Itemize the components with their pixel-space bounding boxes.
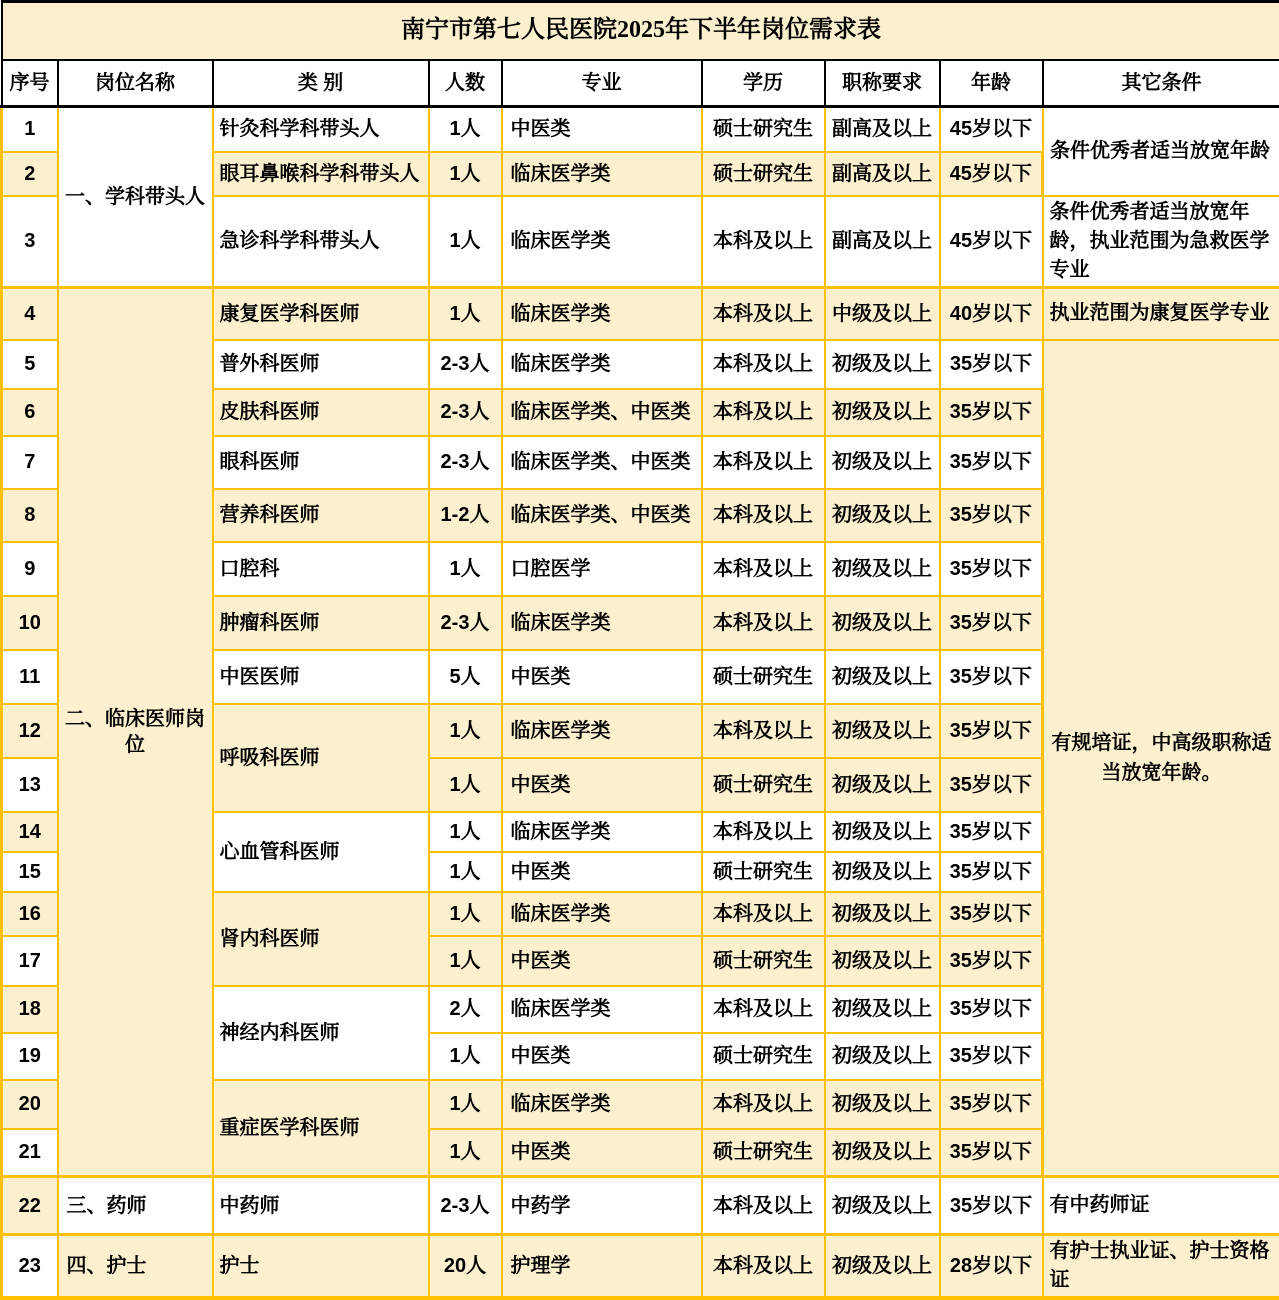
cell-count: 1人 — [429, 892, 502, 936]
cell-education: 硕士研究生 — [702, 852, 825, 892]
cell-major: 护理学 — [502, 1235, 702, 1299]
cell-count: 5人 — [429, 650, 502, 704]
cell-age: 35岁以下 — [940, 650, 1043, 704]
cell-title-req: 初级及以上 — [825, 650, 940, 704]
header-cell-no: 序号 — [2, 60, 58, 107]
table-row — [2, 107, 1279, 152]
cell-age: 35岁以下 — [940, 1129, 1043, 1177]
cell-major: 临床医学类 — [502, 704, 702, 758]
cell-education: 本科及以上 — [702, 892, 825, 936]
cell-other: 条件优秀者适当放宽年龄 — [1043, 107, 1279, 196]
cell-count: 1人 — [429, 704, 502, 758]
cell-count: 1人 — [429, 196, 502, 288]
cell-no: 8 — [2, 489, 58, 542]
cell-no: 12 — [2, 704, 58, 758]
cell-title-req: 初级及以上 — [825, 1129, 940, 1177]
cell-age: 35岁以下 — [940, 436, 1043, 489]
cell-no: 9 — [2, 542, 58, 596]
cell-category: 中药师 — [213, 1177, 429, 1235]
cell-age: 40岁以下 — [940, 288, 1043, 340]
cell-education: 本科及以上 — [702, 196, 825, 288]
header-cell-major: 专业 — [502, 60, 702, 107]
header-cell-category: 类 别 — [213, 60, 429, 107]
cell-education: 本科及以上 — [702, 1080, 825, 1129]
cell-no: 5 — [2, 340, 58, 389]
cell-age: 35岁以下 — [940, 936, 1043, 986]
cell-age: 35岁以下 — [940, 852, 1043, 892]
cell-age: 45岁以下 — [940, 196, 1043, 288]
cell-title-req: 中级及以上 — [825, 288, 940, 340]
cell-other: 有中药师证 — [1043, 1177, 1279, 1235]
cell-no: 13 — [2, 758, 58, 812]
cell-age: 35岁以下 — [940, 596, 1043, 650]
header-cell-age: 年龄 — [940, 60, 1043, 107]
cell-major: 临床医学类 — [502, 986, 702, 1033]
cell-education: 硕士研究生 — [702, 936, 825, 986]
cell-category: 眼耳鼻喉科学科带头人 — [213, 152, 429, 196]
cell-no: 20 — [2, 1080, 58, 1129]
cell-education: 本科及以上 — [702, 389, 825, 436]
cell-age: 35岁以下 — [940, 986, 1043, 1033]
cell-other: 有护士执业证、护士资格证 — [1043, 1235, 1279, 1299]
cell-title-req: 初级及以上 — [825, 704, 940, 758]
cell-education: 本科及以上 — [702, 542, 825, 596]
cell-title-req: 初级及以上 — [825, 758, 940, 812]
cell-count: 1人 — [429, 1080, 502, 1129]
cell-category: 神经内科医师 — [213, 986, 429, 1080]
cell-major: 中医类 — [502, 852, 702, 892]
cell-major: 临床医学类、中医类 — [502, 489, 702, 542]
cell-major: 口腔医学 — [502, 542, 702, 596]
cell-education: 硕士研究生 — [702, 758, 825, 812]
cell-position-group1: 一、学科带头人 — [58, 107, 213, 288]
cell-category: 营养科医师 — [213, 489, 429, 542]
cell-category: 肿瘤科医师 — [213, 596, 429, 650]
cell-major: 临床医学类、中医类 — [502, 436, 702, 489]
cell-no: 18 — [2, 986, 58, 1033]
cell-position-group3: 三、药师 — [58, 1177, 213, 1235]
cell-education: 硕士研究生 — [702, 152, 825, 196]
cell-education: 本科及以上 — [702, 1177, 825, 1235]
cell-count: 2-3人 — [429, 436, 502, 489]
cell-major: 临床医学类 — [502, 288, 702, 340]
cell-no: 22 — [2, 1177, 58, 1235]
cell-major: 中医类 — [502, 107, 702, 152]
table-row — [2, 288, 1279, 340]
cell-position-group4: 四、护士 — [58, 1235, 213, 1299]
cell-count: 1人 — [429, 1129, 502, 1177]
cell-no: 4 — [2, 288, 58, 340]
cell-age: 35岁以下 — [940, 542, 1043, 596]
cell-education: 硕士研究生 — [702, 650, 825, 704]
cell-age: 35岁以下 — [940, 1177, 1043, 1235]
cell-count: 1人 — [429, 288, 502, 340]
cell-age: 35岁以下 — [940, 489, 1043, 542]
cell-count: 1人 — [429, 852, 502, 892]
cell-count: 1人 — [429, 107, 502, 152]
cell-major: 临床医学类 — [502, 1080, 702, 1129]
cell-other: 条件优秀者适当放宽年龄，执业范围为急救医学专业 — [1043, 196, 1279, 288]
cell-count: 1人 — [429, 812, 502, 852]
cell-other: 有规培证，中高级职称适当放宽年龄。 — [1043, 340, 1279, 1177]
cell-major: 中医类 — [502, 650, 702, 704]
cell-no: 23 — [2, 1235, 58, 1299]
cell-age: 35岁以下 — [940, 340, 1043, 389]
cell-no: 11 — [2, 650, 58, 704]
cell-category: 重症医学科医师 — [213, 1080, 429, 1177]
cell-age: 45岁以下 — [940, 107, 1043, 152]
cell-major: 临床医学类 — [502, 340, 702, 389]
cell-major: 临床医学类 — [502, 892, 702, 936]
cell-count: 2-3人 — [429, 340, 502, 389]
cell-title-req: 初级及以上 — [825, 1080, 940, 1129]
cell-title-req: 初级及以上 — [825, 1177, 940, 1235]
cell-count: 1人 — [429, 936, 502, 986]
cell-category: 中医医师 — [213, 650, 429, 704]
table-row — [2, 1177, 1279, 1235]
cell-no: 15 — [2, 852, 58, 892]
cell-education: 本科及以上 — [702, 704, 825, 758]
cell-major: 临床医学类 — [502, 196, 702, 288]
header-cell-other: 其它条件 — [1043, 60, 1279, 107]
cell-education: 本科及以上 — [702, 489, 825, 542]
cell-education: 本科及以上 — [702, 986, 825, 1033]
cell-category: 康复医学科医师 — [213, 288, 429, 340]
cell-category: 肾内科医师 — [213, 892, 429, 986]
cell-major: 临床医学类 — [502, 596, 702, 650]
cell-count: 1人 — [429, 758, 502, 812]
cell-major: 中医类 — [502, 936, 702, 986]
cell-position-group2: 二、临床医师岗位 — [58, 288, 213, 1177]
cell-title-req: 初级及以上 — [825, 1235, 940, 1299]
cell-title-req: 初级及以上 — [825, 812, 940, 852]
cell-major: 中药学 — [502, 1177, 702, 1235]
cell-title-req: 初级及以上 — [825, 986, 940, 1033]
cell-category: 针灸科学科带头人 — [213, 107, 429, 152]
cell-education: 本科及以上 — [702, 340, 825, 389]
cell-count: 20人 — [429, 1235, 502, 1299]
cell-title-req: 初级及以上 — [825, 389, 940, 436]
header-cell-title-req: 职称要求 — [825, 60, 940, 107]
cell-no: 16 — [2, 892, 58, 936]
cell-no: 3 — [2, 196, 58, 288]
cell-no: 21 — [2, 1129, 58, 1177]
cell-age: 35岁以下 — [940, 704, 1043, 758]
cell-age: 35岁以下 — [940, 892, 1043, 936]
cell-title-req: 初级及以上 — [825, 542, 940, 596]
cell-education: 本科及以上 — [702, 1235, 825, 1299]
cell-education: 本科及以上 — [702, 812, 825, 852]
cell-major: 临床医学类、中医类 — [502, 389, 702, 436]
cell-no: 7 — [2, 436, 58, 489]
cell-no: 19 — [2, 1033, 58, 1080]
cell-count: 1人 — [429, 542, 502, 596]
cell-title-req: 初级及以上 — [825, 340, 940, 389]
cell-age: 35岁以下 — [940, 758, 1043, 812]
cell-no: 17 — [2, 936, 58, 986]
cell-title-req: 副高及以上 — [825, 196, 940, 288]
header-cell-position: 岗位名称 — [58, 60, 213, 107]
cell-other: 执业范围为康复医学专业 — [1043, 288, 1279, 340]
cell-title-req: 初级及以上 — [825, 936, 940, 986]
cell-count: 2-3人 — [429, 596, 502, 650]
header-cell-education: 学历 — [702, 60, 825, 107]
cell-major: 中医类 — [502, 1129, 702, 1177]
cell-major: 临床医学类 — [502, 812, 702, 852]
cell-no: 6 — [2, 389, 58, 436]
cell-education: 本科及以上 — [702, 436, 825, 489]
cell-education: 硕士研究生 — [702, 1033, 825, 1080]
cell-age: 35岁以下 — [940, 1033, 1043, 1080]
cell-age: 35岁以下 — [940, 389, 1043, 436]
cell-no: 2 — [2, 152, 58, 196]
cell-education: 本科及以上 — [702, 596, 825, 650]
page-title: 南宁市第七人民医院2025年下半年岗位需求表 — [2, 2, 1279, 60]
cell-title-req: 副高及以上 — [825, 152, 940, 196]
cell-title-req: 初级及以上 — [825, 489, 940, 542]
cell-count: 2人 — [429, 986, 502, 1033]
cell-category: 呼吸科医师 — [213, 704, 429, 812]
cell-category: 眼科医师 — [213, 436, 429, 489]
cell-major: 中医类 — [502, 758, 702, 812]
cell-no: 14 — [2, 812, 58, 852]
cell-education: 硕士研究生 — [702, 107, 825, 152]
cell-count: 1人 — [429, 1033, 502, 1080]
cell-title-req: 初级及以上 — [825, 596, 940, 650]
cell-age: 35岁以下 — [940, 812, 1043, 852]
cell-age: 28岁以下 — [940, 1235, 1043, 1299]
table-row — [2, 1235, 1279, 1299]
cell-major: 中医类 — [502, 1033, 702, 1080]
cell-education: 硕士研究生 — [702, 1129, 825, 1177]
cell-category: 急诊科学科带头人 — [213, 196, 429, 288]
cell-title-req: 副高及以上 — [825, 107, 940, 152]
cell-category: 普外科医师 — [213, 340, 429, 389]
cell-major: 临床医学类 — [502, 152, 702, 196]
cell-title-req: 初级及以上 — [825, 852, 940, 892]
cell-count: 2-3人 — [429, 1177, 502, 1235]
cell-age: 35岁以下 — [940, 1080, 1043, 1129]
cell-category: 心血管科医师 — [213, 812, 429, 892]
cell-education: 本科及以上 — [702, 288, 825, 340]
cell-count: 2-3人 — [429, 389, 502, 436]
cell-category: 皮肤科医师 — [213, 389, 429, 436]
cell-count: 1人 — [429, 152, 502, 196]
cell-age: 45岁以下 — [940, 152, 1043, 196]
cell-no: 1 — [2, 107, 58, 152]
cell-title-req: 初级及以上 — [825, 436, 940, 489]
cell-category: 口腔科 — [213, 542, 429, 596]
cell-category: 护士 — [213, 1235, 429, 1299]
header-cell-count: 人数 — [429, 60, 502, 107]
cell-title-req: 初级及以上 — [825, 892, 940, 936]
cell-title-req: 初级及以上 — [825, 1033, 940, 1080]
cell-no: 10 — [2, 596, 58, 650]
cell-count: 1-2人 — [429, 489, 502, 542]
